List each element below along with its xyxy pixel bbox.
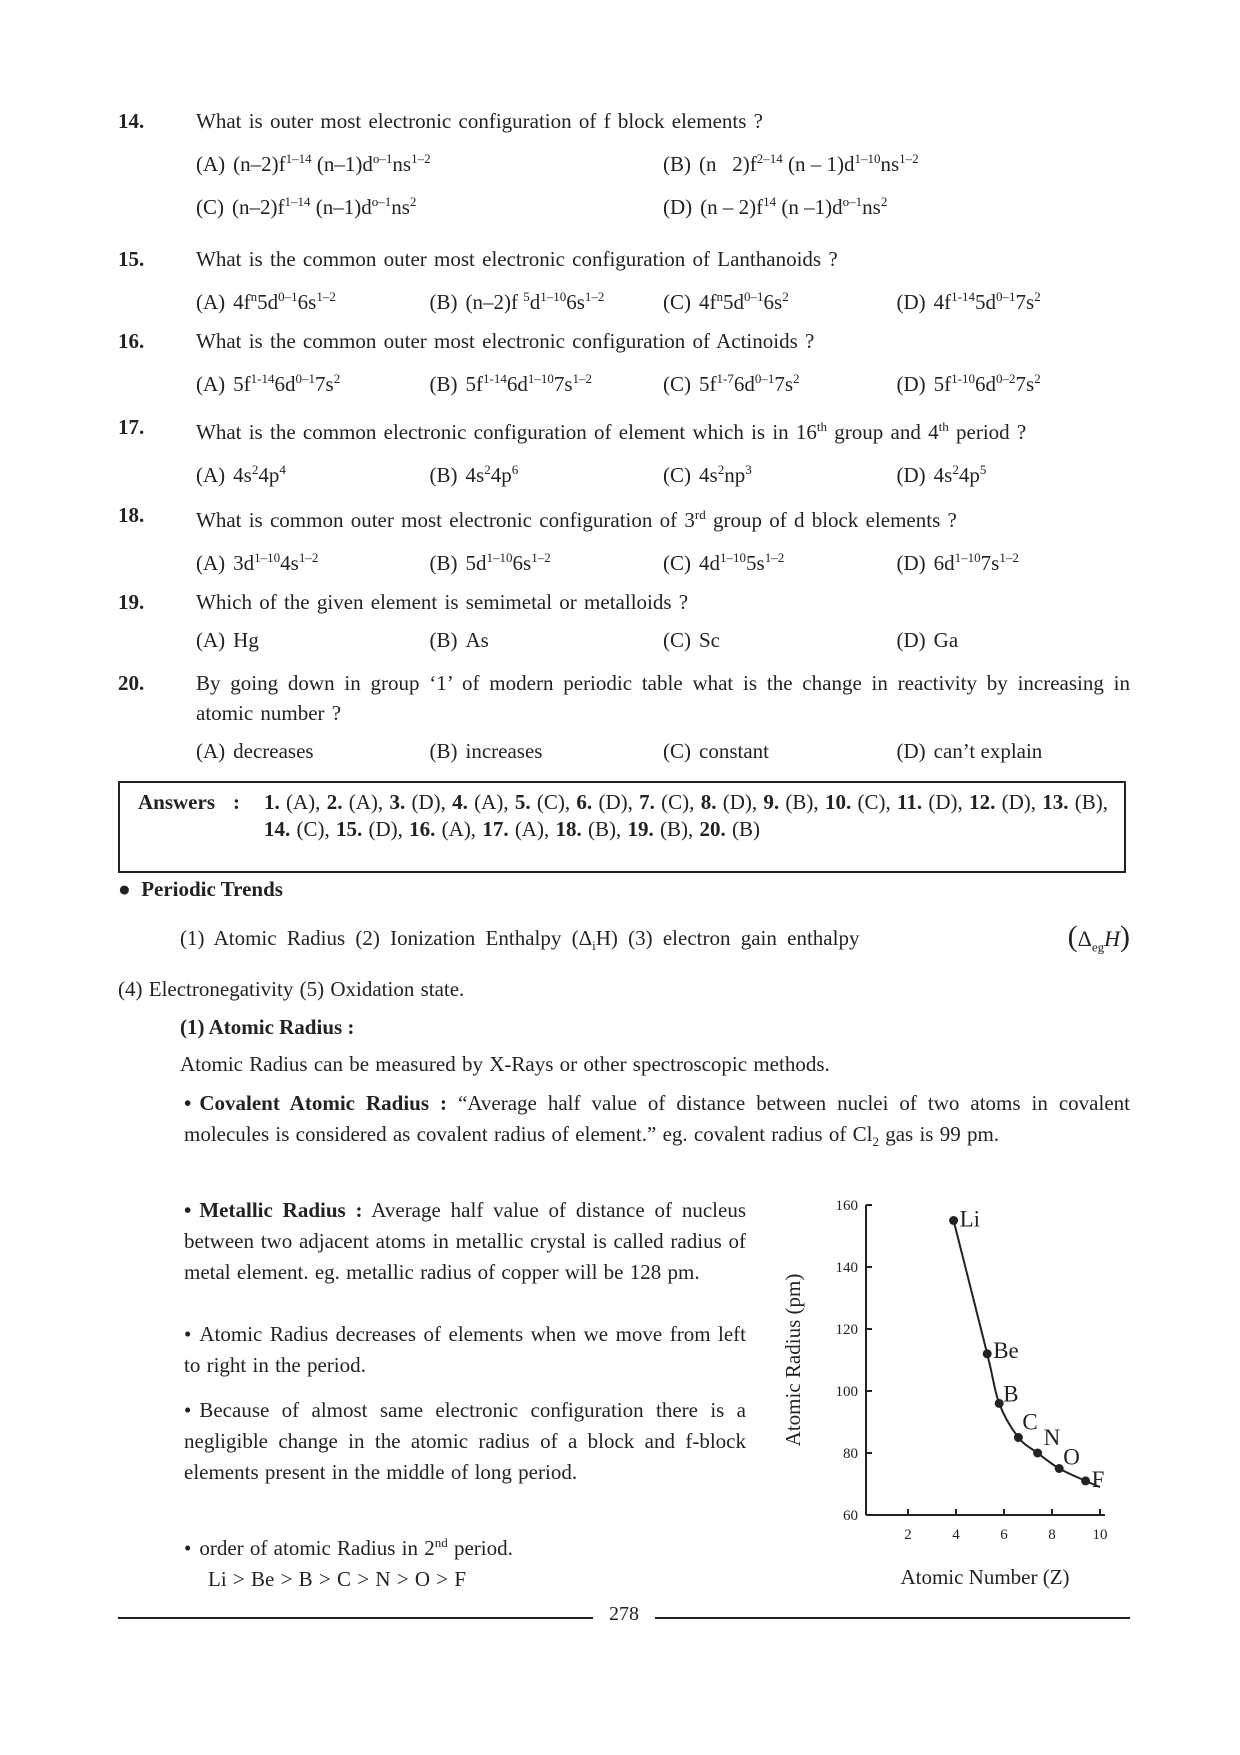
option-d: (D) $(n - 2)f^{14}$ (n $-1)d^{o-1}ns^2$ bbox=[663, 194, 888, 219]
option-d: (D) $5f^{1-10}6d^{0-2}7s^2$ bbox=[896, 371, 1041, 396]
question-number: 17. bbox=[118, 415, 145, 439]
answer-item: 11. (D), bbox=[897, 790, 970, 814]
option-a: (A) $4s^24p^4$ bbox=[196, 462, 286, 487]
option-c: (C) constant bbox=[663, 739, 769, 763]
question-text: What is the common outer most electronic configuration of Lanthanoids ? bbox=[196, 247, 838, 271]
option-a: (A) $5f^{1-14}6d^{0-1}7s^2$ bbox=[196, 371, 341, 396]
option-c: (C) $5f^{1-7}6d^{0-1}7s^2$ bbox=[663, 371, 800, 396]
answer-item: 1. (A), bbox=[264, 790, 327, 814]
option-b: (B) $5d^{1-10}6s^{1-2}$ bbox=[429, 550, 551, 575]
section-heading-periodic-trends: ● Periodic Trends bbox=[118, 877, 283, 901]
question-18 bbox=[118, 500, 1130, 578]
option-a: (A) decreases bbox=[196, 739, 314, 763]
metallic-radius-title: • Metallic Radius : bbox=[184, 1198, 363, 1222]
answer-item: 3. (D), bbox=[389, 790, 453, 814]
answer-item: 19. (B), bbox=[627, 817, 700, 841]
question-number: 15. bbox=[118, 247, 145, 271]
question-16 bbox=[118, 326, 1130, 399]
question-number: 19. bbox=[118, 590, 145, 614]
y-tick-label: 60 bbox=[843, 1508, 858, 1524]
option-d: (D) can’t explain bbox=[896, 739, 1043, 763]
x-tick-label: 2 bbox=[904, 1527, 912, 1543]
option-c: (C) $4s^2np^3$ bbox=[663, 462, 752, 487]
footer-rule-right bbox=[655, 1617, 1130, 1619]
atomic-radius-heading: (1) Atomic Radius : bbox=[180, 1015, 355, 1039]
answers-label: Answers : bbox=[138, 790, 240, 814]
question-17 bbox=[118, 412, 1130, 490]
answer-item: 7. (C), bbox=[639, 790, 701, 814]
question-20 bbox=[118, 668, 1130, 766]
data-point-li bbox=[949, 1216, 958, 1225]
answer-item: 6. (D), bbox=[576, 790, 640, 814]
atomic-radius-order: Li > Be > B > C > N > O > F bbox=[208, 1567, 467, 1591]
option-a: (A) Hg bbox=[196, 628, 259, 652]
covalent-radius-paragraph bbox=[184, 1088, 1130, 1157]
answer-item: 16. (A), bbox=[409, 817, 483, 841]
answer-item: 15. (D), bbox=[336, 817, 410, 841]
answers-box bbox=[118, 781, 1126, 873]
question-15 bbox=[118, 244, 1130, 317]
data-label-n: N bbox=[1043, 1425, 1061, 1450]
answer-item: 10. (C), bbox=[824, 790, 897, 814]
answer-item: 18. (B), bbox=[555, 817, 628, 841]
y-tick-label: 80 bbox=[843, 1446, 858, 1462]
answer-item: 9. (B), bbox=[763, 790, 825, 814]
data-label-c: C bbox=[1022, 1409, 1038, 1435]
question-number: 16. bbox=[118, 329, 145, 353]
order-bullet: • order of atomic Radius in 2nd period. bbox=[184, 1527, 746, 1564]
answers-list bbox=[264, 789, 1108, 871]
data-label-li: Li bbox=[959, 1206, 981, 1232]
answer-item: 20. (B) bbox=[699, 817, 760, 841]
x-tick-label: 10 bbox=[1092, 1527, 1108, 1543]
answer-item: 13. (B), bbox=[1042, 790, 1109, 814]
option-b: (B) increases bbox=[429, 739, 543, 763]
trends-line-1 bbox=[180, 921, 1130, 962]
question-14 bbox=[118, 106, 1130, 222]
option-b: (B) $4s^24p^6$ bbox=[429, 462, 519, 487]
data-point-n bbox=[1033, 1449, 1042, 1458]
question-19 bbox=[118, 587, 1130, 655]
option-b: (B) (n–2)f $^5d^{1-10}6s^{1-2}$ bbox=[429, 289, 605, 314]
negligible-change-bullet: • Because of almost same electronic configuration there is a negligible change in the atomic radius of a block and f-block elements present in the middle of long period. bbox=[184, 1395, 746, 1488]
option-a: (A) $3d^{1-10}4s^{1-2}$ bbox=[196, 550, 319, 575]
x-axis-label: Atomic Number (Z) bbox=[900, 1565, 1070, 1589]
x-tick-label: 8 bbox=[1048, 1527, 1056, 1543]
option-d: (D) $4f^{1-14}5d^{0-1}7s^2$ bbox=[896, 289, 1041, 314]
y-tick-label: 100 bbox=[835, 1384, 858, 1400]
atomic-radius-intro: Atomic Radius can be measured by X-Rays or other spectroscopic methods. bbox=[180, 1052, 830, 1076]
question-text: Which of the given element is semimetal or metalloids ? bbox=[196, 590, 689, 614]
page-number: 278 bbox=[609, 1603, 639, 1625]
answer-item: 4. (A), bbox=[452, 790, 515, 814]
answer-item: 14. (C), bbox=[264, 817, 336, 841]
bullet-icon: ● bbox=[118, 877, 131, 901]
data-label-o: O bbox=[1063, 1444, 1080, 1470]
y-tick-label: 120 bbox=[835, 1322, 858, 1338]
trends-line-2: (4) Electronegativity (5) Oxidation state. bbox=[118, 977, 465, 1001]
eg-enthalpy-symbol: $(\Delta_{eg}H)$ bbox=[1067, 920, 1130, 955]
metallic-radius-text: Average half value of distance of nucleus between two adjacent atoms in metallic crystal is called radius of metal element. eg. metallic radius of copper will be 128 pm. bbox=[184, 1198, 747, 1284]
answer-item: 2. (A), bbox=[326, 790, 390, 814]
data-point-f bbox=[1081, 1476, 1090, 1485]
option-b: (B) As bbox=[429, 628, 489, 652]
metallic-radius-paragraph bbox=[184, 1195, 746, 1288]
option-d: (D) $4s^24p^5$ bbox=[896, 462, 987, 487]
option-c: (C) $(n-2)f^{1-14}$ $(n-1)d^{o-1}ns^2$ bbox=[196, 194, 417, 219]
option-b: (B) $5f^{1-14}6d^{1-10}7s^{1-2}$ bbox=[429, 371, 593, 396]
x-tick-label: 6 bbox=[1000, 1527, 1008, 1543]
trends-list-text: (1) Atomic Radius (2) Ionization Enthalpy $(\Delta_iH)$ (3) electron gain enthalpy bbox=[180, 925, 860, 953]
atomic-radius-chart bbox=[770, 1190, 1130, 1590]
option-a: (A) $4f^n5d^{0-1}6s^{1-2}$ bbox=[196, 289, 336, 314]
question-number: 20. bbox=[118, 671, 145, 695]
data-label-b: B bbox=[1003, 1381, 1019, 1407]
answer-item: 5. (C), bbox=[514, 790, 577, 814]
question-text: By going down in group ‘1’ of modern periodic table what is the change in reactivity by increasing in atomic number ? bbox=[196, 671, 1130, 725]
y-tick-label: 160 bbox=[835, 1198, 858, 1214]
question-text: What is the common electronic configuration of element which is in 16th group and 4th period ? bbox=[196, 419, 1027, 444]
question-number: 18. bbox=[118, 503, 145, 527]
option-c: (C) $4f^n5d^{0-1}6s^2$ bbox=[663, 289, 789, 314]
question-text: What is outer most electronic configuration of f block elements ? bbox=[196, 109, 763, 133]
option-d: (D) $6d^{1-10}7s^{1-2}$ bbox=[896, 550, 1019, 575]
covalent-radius-text: “Average half value of distance between nuclei of two atoms in covalent molecules is considered as covalent radius of element.” eg. covalent radius of $Cl_2$ gas is 99 pm. bbox=[184, 1091, 1130, 1150]
y-axis-label: Atomic Radius (pm) bbox=[781, 1273, 805, 1447]
answer-item: 8. (D), bbox=[700, 790, 764, 814]
option-c: (C) $4d^{1-10}5s^{1-2}$ bbox=[663, 550, 785, 575]
question-text: What is the common outer most electronic configuration of Actinoids ? bbox=[196, 329, 815, 353]
option-c: (C) Sc bbox=[663, 628, 720, 652]
question-number: 14. bbox=[118, 109, 145, 133]
option-b: (B) (n $2)f^{2-14}$ $(n - 1)d^{1-10}ns^{1-2}$ bbox=[663, 151, 919, 176]
footer-rule-left bbox=[118, 1617, 593, 1619]
data-point-be bbox=[983, 1349, 992, 1358]
y-tick-label: 140 bbox=[835, 1260, 858, 1276]
data-label-be: Be bbox=[993, 1337, 1019, 1363]
answer-item: 17. (A), bbox=[482, 817, 556, 841]
question-text: What is common outer most electronic configuration of 3rd group of d block elements ? bbox=[196, 507, 957, 532]
covalent-radius-title: • Covalent Atomic Radius : bbox=[184, 1091, 447, 1115]
answer-item: 12. (D), bbox=[969, 790, 1043, 814]
x-tick-label: 4 bbox=[952, 1527, 960, 1543]
data-label-f: F bbox=[1091, 1466, 1105, 1492]
radius-decrease-bullet: • Atomic Radius decreases of elements when we move from left to right in the period. bbox=[184, 1319, 746, 1381]
option-d: (D) Ga bbox=[896, 628, 959, 652]
option-a: (A) $(n-2)f^{1-14}$ $(n-1)d^{o-1}ns^{1-2}$ bbox=[196, 151, 431, 176]
